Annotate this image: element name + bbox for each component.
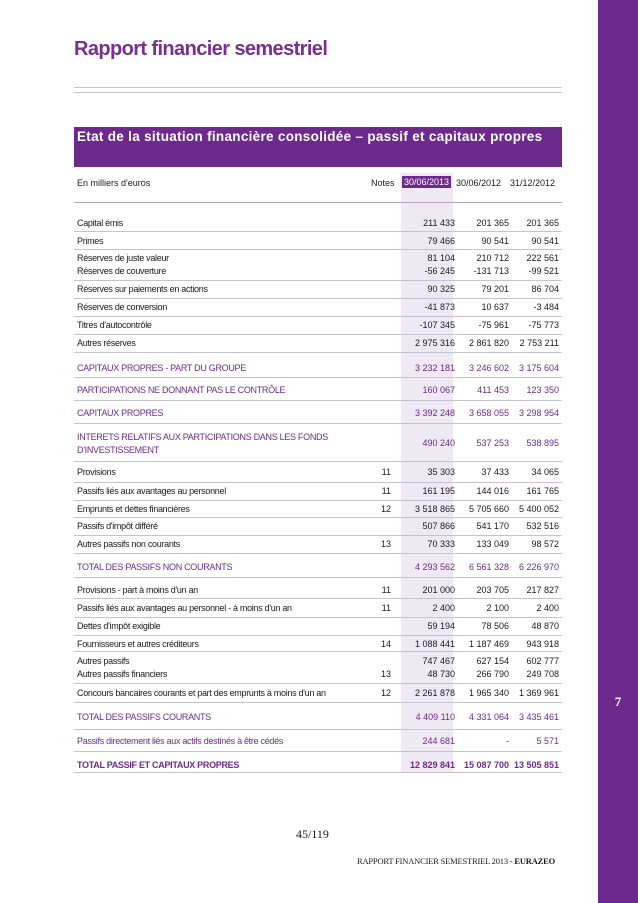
value-2012-06: 133 049 bbox=[476, 539, 509, 549]
row-label: Titres d'autocontrôle bbox=[77, 320, 152, 330]
value-2012-06: 79 201 bbox=[481, 284, 509, 294]
row-divider bbox=[74, 280, 562, 281]
value-2013-06: 160 067 bbox=[422, 385, 455, 395]
table-row bbox=[77, 431, 559, 455]
row-note: 13 bbox=[380, 539, 391, 549]
row-divider bbox=[74, 702, 562, 703]
table-row bbox=[77, 266, 559, 280]
value-2013-06: 211 433 bbox=[423, 218, 455, 228]
value-2013-06: 48 730 bbox=[427, 669, 455, 679]
value-2013-06: 90 325 bbox=[427, 284, 455, 294]
value-2012-12: -3 484 bbox=[533, 302, 559, 312]
row-label: Capital émis bbox=[77, 218, 123, 228]
value-2012-06: 90 541 bbox=[481, 236, 509, 246]
row-divider bbox=[74, 352, 562, 353]
value-2013-06: 1 088 441 bbox=[414, 639, 455, 649]
value-2013-06: 81 104 bbox=[427, 253, 455, 263]
row-label: Passifs d'impôt différé bbox=[77, 521, 158, 531]
row-divider bbox=[74, 461, 562, 462]
row-note: 11 bbox=[381, 486, 391, 496]
notes-header: Notes bbox=[371, 178, 395, 188]
row-divider bbox=[74, 729, 562, 730]
value-2013-06: 3 518 865 bbox=[414, 504, 455, 514]
value-2012-06: -75 961 bbox=[478, 320, 509, 330]
footer bbox=[357, 856, 555, 866]
value-2012-06: - bbox=[506, 736, 509, 746]
value-2012-12: 6 226 970 bbox=[518, 562, 559, 572]
unit-header: En milliers d'euros bbox=[77, 178, 151, 188]
column-header-2013-06: 30/06/2013 bbox=[404, 177, 450, 187]
document-title: Rapport financier semestriel bbox=[74, 38, 328, 60]
value-2012-12: 3 435 461 bbox=[518, 712, 559, 722]
title-divider bbox=[74, 92, 562, 93]
row-label: Réserves de conversion bbox=[77, 302, 167, 312]
title-divider bbox=[74, 87, 562, 88]
row-note: 11 bbox=[381, 585, 391, 595]
value-2012-12: 123 350 bbox=[526, 385, 559, 395]
value-2012-06: 411 453 bbox=[477, 385, 509, 395]
row-divider bbox=[74, 298, 562, 299]
table-row bbox=[77, 521, 559, 535]
value-2012-06: 210 712 bbox=[476, 253, 509, 263]
table-row bbox=[77, 712, 559, 726]
row-label: Passifs liés aux avantages au personnel bbox=[77, 486, 226, 496]
table-row bbox=[77, 284, 559, 298]
row-label: Autres passifs non courants bbox=[77, 539, 180, 549]
value-2012-12: 34 065 bbox=[531, 467, 559, 477]
table-row bbox=[77, 338, 559, 352]
value-2012-12: 222 561 bbox=[526, 253, 559, 263]
value-2012-06: 15 087 700 bbox=[463, 760, 509, 770]
table-row bbox=[77, 736, 559, 750]
value-2012-06: 2 100 bbox=[486, 603, 509, 613]
row-label: PARTICIPATIONS NE DONNANT PAS LE CONTRÔLE bbox=[77, 385, 286, 395]
table-row bbox=[77, 504, 559, 518]
row-divider bbox=[74, 617, 562, 618]
table-row bbox=[77, 656, 559, 670]
value-2012-12: 98 572 bbox=[531, 539, 559, 549]
value-2012-12: -99 521 bbox=[528, 266, 559, 276]
value-2013-06: 244 681 bbox=[422, 736, 455, 746]
value-2012-12: 5 571 bbox=[536, 736, 559, 746]
table-row bbox=[77, 320, 559, 334]
value-2012-12: 161 765 bbox=[526, 486, 559, 496]
row-note: 12 bbox=[380, 504, 391, 514]
row-divider bbox=[74, 400, 562, 401]
row-note: 13 bbox=[380, 669, 391, 679]
row-divider bbox=[74, 334, 562, 335]
value-2013-06: -56 245 bbox=[424, 266, 455, 276]
value-2012-06: 541 170 bbox=[476, 521, 509, 531]
value-2012-06: 78 506 bbox=[481, 621, 509, 631]
value-2013-06: 59 194 bbox=[427, 621, 455, 631]
row-label: Primes bbox=[77, 236, 104, 246]
row-note: 12 bbox=[380, 688, 391, 698]
row-divider bbox=[74, 635, 562, 636]
row-label: Emprunts et dettes financières bbox=[77, 504, 190, 514]
value-2012-06: 5 705 660 bbox=[468, 504, 509, 514]
table-row bbox=[77, 585, 559, 599]
value-2012-06: 1 187 469 bbox=[468, 639, 509, 649]
value-2012-06: 201 365 bbox=[476, 218, 509, 228]
row-label: TOTAL DES PASSIFS COURANTS bbox=[77, 712, 211, 722]
side-color-bar bbox=[598, 0, 638, 903]
value-2012-06: 537 253 bbox=[476, 438, 509, 448]
value-2012-12: 217 827 bbox=[526, 585, 559, 595]
row-label: Provisions - part à moins d'un an bbox=[77, 585, 198, 595]
value-2012-12: 3 175 604 bbox=[518, 363, 559, 373]
value-2013-06: 4 409 110 bbox=[415, 712, 455, 722]
value-2013-06: 2 261 878 bbox=[414, 688, 455, 698]
value-2012-06: 37 433 bbox=[481, 467, 509, 477]
value-2012-12: 5 400 052 bbox=[518, 504, 559, 514]
value-2012-12: 48 870 bbox=[531, 621, 559, 631]
row-label: Provisions bbox=[77, 467, 116, 477]
table-row bbox=[77, 621, 559, 635]
row-label: Dettes d'impôt exigible bbox=[77, 621, 161, 631]
value-2012-12: 538 895 bbox=[526, 438, 559, 448]
value-2013-06: 35 303 bbox=[427, 467, 455, 477]
row-label: Autres passifs financiers bbox=[77, 669, 168, 679]
row-note: 11 bbox=[381, 603, 391, 613]
row-divider bbox=[74, 683, 562, 684]
value-2013-06: 3 232 181 bbox=[414, 363, 455, 373]
value-2012-12: -75 773 bbox=[528, 320, 559, 330]
value-2013-06: 201 000 bbox=[422, 585, 455, 595]
row-divider bbox=[74, 423, 562, 424]
value-2012-12: 2 753 211 bbox=[519, 338, 559, 348]
footer-brand: EURAZEO bbox=[514, 856, 555, 866]
value-2012-06: 144 016 bbox=[476, 486, 509, 496]
table-row bbox=[77, 688, 559, 702]
row-label: CAPITAUX PROPRES - PART DU GROUPE bbox=[77, 363, 246, 373]
row-divider bbox=[74, 482, 562, 483]
value-2012-06: 3 658 055 bbox=[468, 408, 509, 418]
value-2012-06: 4 331 064 bbox=[468, 712, 509, 722]
row-divider bbox=[74, 377, 562, 378]
value-2013-06: 70 333 bbox=[427, 539, 455, 549]
value-2012-06: -131 713 bbox=[473, 266, 509, 276]
value-2012-12: 86 704 bbox=[531, 284, 559, 294]
column-header-2012-06: 30/06/2012 bbox=[456, 178, 502, 188]
value-2012-06: 1 965 340 bbox=[468, 688, 509, 698]
table-row bbox=[77, 236, 559, 250]
value-2012-12: 2 400 bbox=[536, 603, 559, 613]
value-2012-12: 3 298 954 bbox=[518, 408, 559, 418]
table-row bbox=[77, 218, 559, 232]
row-label: Autres réserves bbox=[77, 338, 136, 348]
value-2012-12: 602 777 bbox=[526, 656, 559, 666]
value-2012-12: 201 365 bbox=[526, 218, 559, 228]
value-2013-06: 12 829 841 bbox=[409, 760, 455, 770]
row-divider bbox=[74, 316, 562, 317]
value-2012-06: 2 861 820 bbox=[468, 338, 509, 348]
value-2012-12: 90 541 bbox=[531, 236, 559, 246]
table-row bbox=[77, 539, 559, 553]
footer-text: RAPPORT FINANCIER SEMESTRIEL 2013 - bbox=[357, 856, 515, 866]
row-divider bbox=[74, 751, 562, 752]
table-row bbox=[77, 603, 559, 617]
value-2012-06: 6 561 328 bbox=[468, 562, 509, 572]
value-2013-06: 79 466 bbox=[427, 236, 455, 246]
table-row bbox=[77, 562, 559, 576]
value-2012-06: 627 154 bbox=[476, 656, 509, 666]
table-row bbox=[77, 385, 559, 399]
value-2013-06: 747 467 bbox=[422, 656, 455, 666]
value-2012-06: 203 705 bbox=[476, 585, 509, 595]
row-label: TOTAL PASSIF ET CAPITAUX PROPRES bbox=[77, 760, 240, 770]
row-note: 14 bbox=[380, 639, 391, 649]
table-row bbox=[77, 639, 559, 653]
value-2013-06: 3 392 248 bbox=[414, 408, 455, 418]
header-divider bbox=[74, 202, 562, 203]
table-row bbox=[77, 486, 559, 500]
row-label: Réserves sur paiements en actions bbox=[77, 284, 208, 294]
value-2012-12: 532 516 bbox=[526, 521, 559, 531]
value-2012-06: 10 637 bbox=[481, 302, 509, 312]
table-row bbox=[77, 302, 559, 316]
row-divider bbox=[74, 500, 562, 501]
value-2012-12: 1 369 961 bbox=[518, 688, 559, 698]
row-label: Fournisseurs et autres créditeurs bbox=[77, 639, 199, 649]
row-label: Autres passifs bbox=[77, 656, 130, 666]
row-divider bbox=[74, 577, 562, 578]
row-divider bbox=[74, 535, 562, 536]
table-row bbox=[77, 363, 559, 377]
value-2012-12: 943 918 bbox=[526, 639, 559, 649]
page-number: 45/119 bbox=[296, 827, 329, 841]
row-label: Réserves de juste valeur bbox=[77, 253, 169, 263]
table-row bbox=[77, 467, 559, 481]
section-banner: Etat de la situation financière consolidée – passif et capitaux propres bbox=[74, 127, 562, 167]
value-2013-06: -41 873 bbox=[424, 302, 455, 312]
value-2013-06: 2 975 316 bbox=[414, 338, 455, 348]
row-label: Passifs liés aux avantages au personnel - à moins d'un an bbox=[77, 603, 292, 613]
row-label: INTERETS RELATIFS AUX PARTICIPATIONS DANS LES FONDS D'INVESTISSEMENT bbox=[77, 432, 328, 455]
row-divider bbox=[74, 553, 562, 554]
value-2013-06: 507 866 bbox=[422, 521, 455, 531]
value-2013-06: 490 240 bbox=[422, 438, 455, 448]
value-2013-06: -107 345 bbox=[419, 320, 455, 330]
value-2012-06: 266 790 bbox=[476, 669, 509, 679]
chapter-tab-number: 7 bbox=[614, 694, 622, 709]
table-row bbox=[77, 669, 559, 683]
column-header-2012-12: 31/12/2012 bbox=[510, 178, 556, 188]
row-label: Concours bancaires courants et part des emprunts à moins d'un an bbox=[77, 688, 326, 698]
row-label: Passifs directement liés aux actifs destinés à être cédés bbox=[77, 736, 284, 746]
value-2013-06: 161 195 bbox=[422, 486, 455, 496]
table-row bbox=[77, 253, 559, 267]
value-2012-12: 249 708 bbox=[526, 669, 559, 679]
row-note: 11 bbox=[381, 467, 391, 477]
table-row bbox=[77, 408, 559, 422]
value-2013-06: 4 293 562 bbox=[414, 562, 455, 572]
table-row bbox=[77, 760, 559, 774]
row-label: CAPITAUX PROPRES bbox=[77, 408, 164, 418]
value-2012-12: 13 505 851 bbox=[513, 760, 559, 770]
row-label: Réserves de couverture bbox=[77, 266, 166, 276]
row-label: TOTAL DES PASSIFS NON COURANTS bbox=[77, 562, 233, 572]
value-2012-06: 3 246 602 bbox=[468, 363, 509, 373]
value-2013-06: 2 400 bbox=[432, 603, 455, 613]
